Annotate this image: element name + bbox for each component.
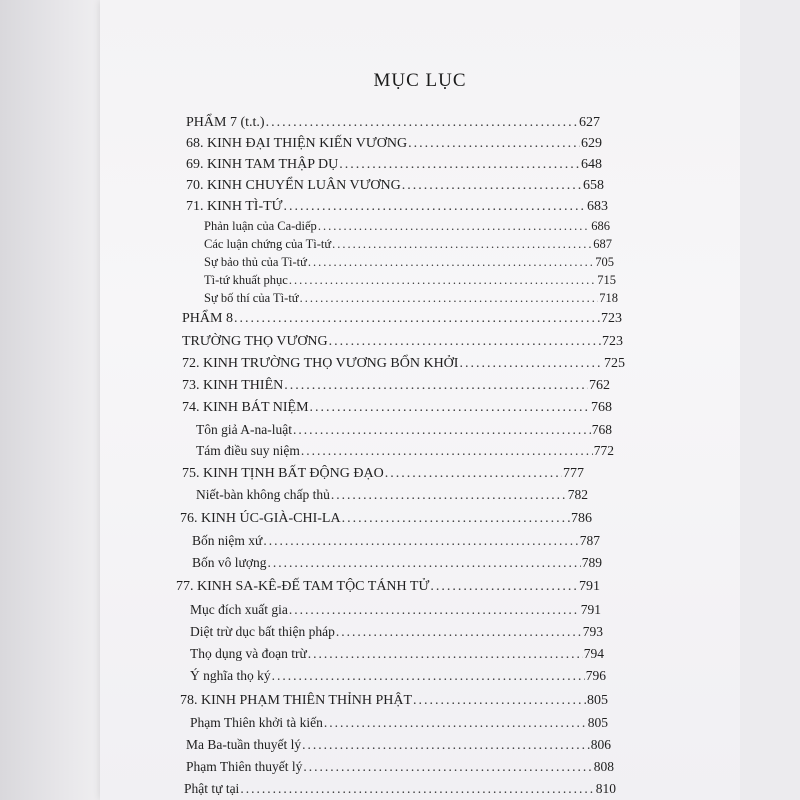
- toc-entry-label: Diệt trừ dục bất thiện pháp: [190, 624, 335, 639]
- toc-leader-dots: [234, 311, 600, 327]
- toc-subentry: [204, 291, 618, 306]
- toc-entry: [180, 693, 608, 709]
- toc-leader-dots: [329, 334, 601, 350]
- toc-subentry: [204, 237, 612, 252]
- toc-leader-dots: [324, 715, 587, 731]
- toc-entry-label: 76. KINH ÚC-GIÀ-CHI-LA: [180, 511, 341, 526]
- toc-leader-dots: [332, 237, 592, 252]
- toc-subentry: [196, 443, 614, 459]
- toc-entry: [180, 511, 592, 527]
- toc-entry-label: Tám điều suy niệm: [196, 443, 300, 458]
- toc-leader-dots: [301, 443, 593, 459]
- toc-entry-page: 705: [595, 255, 614, 269]
- toc-entry-label: 78. KINH PHẠM THIÊN THỈNH PHẬT: [180, 693, 413, 708]
- toc-subentry: [190, 715, 608, 731]
- toc-leader-dots: [308, 255, 594, 270]
- toc-entry-page: 806: [590, 737, 611, 752]
- toc-subentry: [196, 487, 588, 503]
- toc-leader-dots: [413, 693, 586, 709]
- toc-subentry: [204, 219, 610, 234]
- table-of-contents: [0, 115, 800, 796]
- toc-entry: [186, 136, 602, 152]
- toc-entry-label: Phật tự tại: [184, 781, 240, 796]
- toc-entry-label: 72. KINH TRƯỜNG THỌ VƯƠNG BỔN KHỞI: [182, 356, 459, 371]
- toc-subentry: [190, 602, 601, 618]
- toc-entry-page: 794: [583, 646, 604, 661]
- toc-entry-page: 793: [582, 624, 603, 639]
- toc-entry-label: Ma Ba-tuần thuyết lý: [186, 737, 302, 752]
- toc-leader-dots: [331, 487, 567, 503]
- toc-leader-dots: [240, 781, 594, 797]
- toc-entry-label: 77. KINH SA-KÊ-ĐẾ TAM TỘC TÁNH TỬ: [176, 579, 430, 594]
- toc-entry-page: 718: [599, 291, 618, 305]
- toc-entry-page: 782: [567, 487, 588, 502]
- toc-leader-dots: [308, 646, 583, 662]
- toc-leader-dots: [289, 602, 580, 618]
- toc-entry: [186, 178, 604, 194]
- toc-entry-label: Bốn vô lượng: [192, 555, 267, 570]
- toc-entry-label: PHẨM 8: [182, 311, 233, 326]
- toc-leader-dots: [342, 511, 570, 527]
- toc-leader-dots: [408, 136, 580, 152]
- toc-entry: [186, 157, 602, 173]
- toc-entry-page: 768: [591, 400, 612, 415]
- toc-entry: [182, 334, 623, 350]
- toc-leader-dots: [293, 422, 591, 438]
- toc-leader-dots: [430, 579, 578, 595]
- toc-entry-page: 687: [593, 237, 612, 251]
- toc-entry-label: Niết-bàn không chấp thủ: [196, 487, 330, 502]
- toc-entry-label: Phạm Thiên khởi tà kiến: [190, 715, 323, 730]
- toc-leader-dots: [267, 555, 580, 571]
- toc-entry-label: Sự bảo thủ của Tì-tứ: [204, 255, 307, 269]
- toc-entry-label: Mục đích xuất gia: [190, 602, 288, 617]
- toc-subentry: [190, 624, 603, 640]
- toc-entry-page: 686: [591, 219, 610, 233]
- toc-leader-dots: [289, 273, 596, 288]
- toc-entry-page: 629: [581, 136, 602, 151]
- toc-entry-page: 648: [581, 157, 602, 172]
- toc-leader-dots: [272, 668, 585, 684]
- page-title: MỤC LỤC: [373, 70, 467, 91]
- toc-entry: [186, 115, 600, 131]
- toc-entry-page: 805: [587, 693, 608, 708]
- toc-entry: [182, 356, 625, 372]
- toc-subentry: [184, 781, 616, 797]
- toc-entry-page: 725: [604, 356, 625, 371]
- toc-entry-label: Phạm Thiên thuyết lý: [186, 759, 303, 774]
- toc-entry-page: 805: [587, 715, 608, 730]
- toc-leader-dots: [266, 115, 578, 131]
- toc-entry-page: 658: [583, 178, 604, 193]
- toc-entry-label: 74. KINH BÁT NIỆM: [182, 400, 309, 415]
- toc-entry-label: Các luận chứng của Tì-tứ: [204, 237, 332, 251]
- toc-subentry: [204, 273, 616, 288]
- toc-entry-page: 762: [589, 378, 610, 393]
- toc-subentry: [192, 555, 602, 571]
- toc-entry-page: 768: [591, 422, 612, 437]
- toc-entry-label: 68. KINH ĐẠI THIỆN KIẾN VƯƠNG: [186, 136, 408, 151]
- toc-entry-page: 772: [593, 443, 614, 458]
- toc-entry-page: 723: [602, 334, 623, 349]
- toc-entry-label: 70. KINH CHUYỂN LUÂN VƯƠNG: [186, 178, 401, 193]
- toc-leader-dots: [336, 624, 582, 640]
- toc-subentry: [190, 668, 606, 684]
- toc-subentry: [190, 646, 604, 662]
- toc-entry-page: 683: [587, 199, 608, 214]
- toc-entry: [182, 400, 612, 416]
- toc-entry-page: 786: [571, 511, 592, 526]
- toc-leader-dots: [459, 356, 603, 372]
- toc-leader-dots: [303, 759, 592, 775]
- toc-leader-dots: [284, 378, 588, 394]
- toc-entry: [182, 378, 610, 394]
- toc-subentry: [196, 422, 612, 438]
- toc-entry-page: 777: [563, 466, 584, 481]
- toc-subentry: [186, 759, 614, 775]
- toc-subentry: [192, 533, 600, 549]
- toc-entry: [186, 199, 608, 215]
- toc-leader-dots: [339, 157, 580, 173]
- toc-leader-dots: [385, 466, 562, 482]
- toc-entry-page: 723: [601, 311, 622, 326]
- toc-entry-label: Phản luận của Ca-diếp: [204, 219, 317, 233]
- toc-entry-page: 810: [595, 781, 616, 796]
- toc-entry-page: 791: [580, 602, 601, 617]
- toc-entry-page: 715: [597, 273, 616, 287]
- toc-subentry: [186, 737, 611, 753]
- toc-subentry: [204, 255, 614, 270]
- toc-leader-dots: [263, 533, 578, 549]
- toc-entry-label: 73. KINH THIÊN: [182, 378, 284, 393]
- toc-entry-label: TRƯỜNG THỌ VƯƠNG: [182, 334, 328, 349]
- toc-entry: [176, 579, 600, 595]
- toc-entry-label: Tôn giả A-na-luật: [196, 422, 292, 437]
- toc-entry-page: 787: [579, 533, 600, 548]
- toc-entry: [182, 466, 584, 482]
- toc-leader-dots: [302, 737, 590, 753]
- toc-entry-label: 69. KINH TAM THẬP DỤ: [186, 157, 339, 172]
- toc-entry-label: Ý nghĩa thọ ký: [190, 668, 271, 683]
- toc-entry-page: 796: [585, 668, 606, 683]
- toc-entry-page: 789: [581, 555, 602, 570]
- toc-entry-label: PHẨM 7 (t.t.): [186, 115, 265, 130]
- toc-entry-label: Thọ dụng và đoạn trừ: [190, 646, 307, 661]
- toc-leader-dots: [310, 400, 590, 416]
- toc-entry-label: Bốn niệm xứ: [192, 533, 263, 548]
- toc-leader-dots: [402, 178, 582, 194]
- toc-entry-label: 71. KINH TÌ-TỨ: [186, 199, 283, 214]
- toc-entry-label: 75. KINH TỊNH BẤT ĐỘNG ĐẠO: [182, 466, 384, 481]
- toc-entry-label: Tì-tứ khuất phục: [204, 273, 288, 287]
- toc-entry-page: 808: [593, 759, 614, 774]
- toc-entry-label: Sự bố thí của Tì-tứ: [204, 291, 299, 305]
- toc-leader-dots: [300, 291, 599, 306]
- toc-entry-page: 627: [579, 115, 600, 130]
- toc-leader-dots: [318, 219, 590, 234]
- toc-leader-dots: [284, 199, 586, 215]
- toc-entry-page: 791: [579, 579, 600, 594]
- toc-entry: [182, 311, 622, 327]
